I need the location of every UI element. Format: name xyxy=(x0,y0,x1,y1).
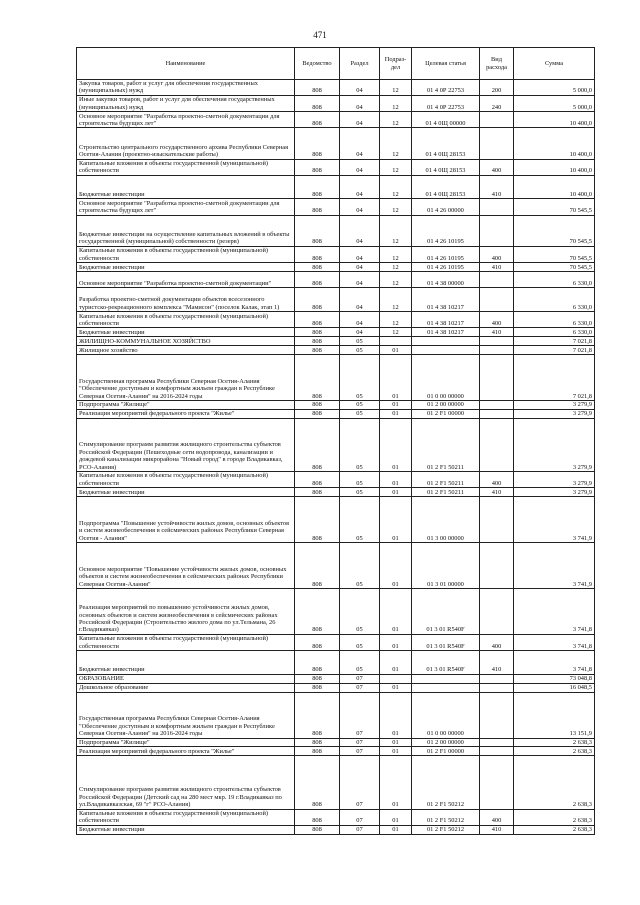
row-expense-type xyxy=(480,588,514,634)
row-expense-type xyxy=(480,112,514,128)
row-sum: 5 000,0 xyxy=(514,80,595,96)
row-subsection: 01 xyxy=(380,756,412,809)
row-section: 07 xyxy=(340,683,380,692)
row-expense-type xyxy=(480,497,514,543)
row-sum: 3 741,9 xyxy=(514,543,595,589)
row-section: 05 xyxy=(340,418,380,471)
row-subsection: 01 xyxy=(380,651,412,675)
row-dept: 808 xyxy=(295,588,340,634)
row-section: 05 xyxy=(340,346,380,355)
row-subsection: 12 xyxy=(380,312,412,328)
row-sum: 3 741,8 xyxy=(514,651,595,675)
row-sum: 6 330,0 xyxy=(514,272,595,288)
row-dept: 808 xyxy=(295,674,340,683)
row-dept: 808 xyxy=(295,159,340,175)
row-subsection: 12 xyxy=(380,215,412,246)
row-section: 04 xyxy=(340,312,380,328)
table-row xyxy=(77,312,595,328)
row-name: Бюджетные инвестиции xyxy=(77,175,295,199)
row-expense-type: 410 xyxy=(480,825,514,834)
row-sum: 7 021,8 xyxy=(514,337,595,346)
row-section: 05 xyxy=(340,488,380,497)
page-number: 471 xyxy=(313,30,327,40)
row-sum: 10 400,0 xyxy=(514,175,595,199)
row-expense-type xyxy=(480,747,514,756)
row-section: 04 xyxy=(340,246,380,262)
row-article: 01 2 00 00000 xyxy=(412,400,480,409)
table-row xyxy=(77,825,595,834)
row-article: 01 4 0Р 22753 xyxy=(412,80,480,96)
row-sum: 3 279,9 xyxy=(514,409,595,418)
row-article: 01 4 26 10195 xyxy=(412,246,480,262)
row-sum: 13 151,9 xyxy=(514,692,595,738)
row-expense-type: 400 xyxy=(480,809,514,825)
table-row xyxy=(77,337,595,346)
row-dept: 808 xyxy=(295,471,340,487)
row-article: 01 2 F1 50212 xyxy=(412,756,480,809)
table-row xyxy=(77,588,595,634)
row-name: Дошкольное образование xyxy=(77,683,295,692)
row-expense-type xyxy=(480,756,514,809)
row-name: ОБРАЗОВАНИЕ xyxy=(77,674,295,683)
row-dept: 808 xyxy=(295,263,340,272)
row-name: Основное мероприятие "Разработка проектно-сметной документации" xyxy=(77,272,295,288)
row-sum: 3 741,8 xyxy=(514,634,595,650)
row-section: 07 xyxy=(340,747,380,756)
row-dept: 808 xyxy=(295,825,340,834)
row-expense-type: 400 xyxy=(480,159,514,175)
table-row xyxy=(77,263,595,272)
table-row xyxy=(77,128,595,159)
row-sum: 70 545,5 xyxy=(514,246,595,262)
row-name: Разработка проектно-сметной документации объектов всесезонного туристско-рекреационного комплекса "Мамисон" (поселок Калак, этап 1) xyxy=(77,288,295,312)
row-sum: 10 400,0 xyxy=(514,128,595,159)
table-row xyxy=(77,651,595,675)
row-subsection: 01 xyxy=(380,634,412,650)
row-dept: 808 xyxy=(295,175,340,199)
row-dept: 808 xyxy=(295,112,340,128)
row-article: 01 3 01 R540F xyxy=(412,588,480,634)
row-sum: 2 638,3 xyxy=(514,825,595,834)
row-section: 05 xyxy=(340,409,380,418)
table-row xyxy=(77,471,595,487)
row-name: Бюджетные инвестиции xyxy=(77,825,295,834)
row-name: Иные закупки товаров, работ и услуг для обеспечения государственных (муниципальных) нужд xyxy=(77,95,295,111)
row-article: 01 3 01 R540F xyxy=(412,651,480,675)
row-sum: 5 000,0 xyxy=(514,95,595,111)
table-row xyxy=(77,288,595,312)
row-subsection: 01 xyxy=(380,400,412,409)
row-dept: 808 xyxy=(295,543,340,589)
row-sum: 3 279,9 xyxy=(514,400,595,409)
row-article xyxy=(412,346,480,355)
row-expense-type xyxy=(480,272,514,288)
row-sum: 3 741,9 xyxy=(514,497,595,543)
row-sum: 10 400,0 xyxy=(514,112,595,128)
row-section: 07 xyxy=(340,738,380,747)
header-name: Наименование xyxy=(77,48,295,80)
row-section: 05 xyxy=(340,355,380,401)
row-section: 04 xyxy=(340,80,380,96)
row-dept: 808 xyxy=(295,738,340,747)
row-dept: 808 xyxy=(295,497,340,543)
row-sum: 6 330,0 xyxy=(514,288,595,312)
row-dept: 808 xyxy=(295,128,340,159)
row-sum: 70 545,5 xyxy=(514,263,595,272)
row-subsection: 01 xyxy=(380,488,412,497)
row-name: Государственная программа Республики Северная Осетия-Алания "Обеспечение доступным и комфортным жильем граждан в Республике Северная Осетия-Алания" на 2016-2024 годы xyxy=(77,692,295,738)
table-row xyxy=(77,543,595,589)
row-sum: 10 400,0 xyxy=(514,159,595,175)
table-row xyxy=(77,756,595,809)
row-sum: 7 021,8 xyxy=(514,346,595,355)
row-sum: 6 330,0 xyxy=(514,328,595,337)
table-row xyxy=(77,272,595,288)
table-row xyxy=(77,112,595,128)
row-subsection: 01 xyxy=(380,747,412,756)
row-article: 01 2 F1 50211 xyxy=(412,418,480,471)
row-name: Капитальные вложения в объекты государственной (муниципальной) собственности xyxy=(77,471,295,487)
row-name: Основное мероприятие "Разработка проектно-сметной документации для строительства будущих лет" xyxy=(77,199,295,215)
row-article: 01 3 01 R540F xyxy=(412,634,480,650)
row-expense-type xyxy=(480,418,514,471)
row-section: 07 xyxy=(340,692,380,738)
row-dept: 808 xyxy=(295,246,340,262)
table-row xyxy=(77,159,595,175)
row-expense-type xyxy=(480,199,514,215)
row-subsection: 01 xyxy=(380,409,412,418)
row-name: Бюджетные инвестиции на осуществление капитальных вложений в объекты государственной (муниципальной) собственности (резерв) xyxy=(77,215,295,246)
row-name: Капитальные вложения в объекты государственной (муниципальной) собственности xyxy=(77,246,295,262)
row-expense-type: 410 xyxy=(480,175,514,199)
table-header-row xyxy=(77,48,595,80)
row-name: Бюджетные инвестиции xyxy=(77,263,295,272)
row-sum: 7 021,8 xyxy=(514,355,595,401)
row-expense-type: 400 xyxy=(480,471,514,487)
row-expense-type xyxy=(480,337,514,346)
row-subsection xyxy=(380,674,412,683)
row-sum: 3 279,9 xyxy=(514,488,595,497)
row-expense-type xyxy=(480,683,514,692)
row-dept: 808 xyxy=(295,809,340,825)
row-section: 04 xyxy=(340,128,380,159)
row-name: Государственная программа Республики Северная Осетия-Алания "Обеспечение доступным и комфортным жильем граждан в Республике Северная Осетия-Алания" на 2016-2024 годы xyxy=(77,355,295,401)
row-subsection: 01 xyxy=(380,497,412,543)
row-subsection: 12 xyxy=(380,159,412,175)
row-section: 04 xyxy=(340,263,380,272)
row-expense-type: 410 xyxy=(480,651,514,675)
row-article: 01 4 0Щ 00000 xyxy=(412,112,480,128)
row-name: Капитальные вложения в объекты государственной (муниципальной) собственности xyxy=(77,312,295,328)
row-article: 01 2 F1 50212 xyxy=(412,825,480,834)
row-article xyxy=(412,674,480,683)
row-expense-type: 410 xyxy=(480,488,514,497)
row-subsection: 01 xyxy=(380,683,412,692)
row-subsection: 12 xyxy=(380,175,412,199)
table-row xyxy=(77,199,595,215)
row-expense-type xyxy=(480,288,514,312)
row-section: 04 xyxy=(340,112,380,128)
row-subsection: 12 xyxy=(380,112,412,128)
row-section: 07 xyxy=(340,674,380,683)
row-name: Бюджетные инвестиции xyxy=(77,328,295,337)
row-name: Основное мероприятие "Повышение устойчивости жилых домов, основных объектов и систем жизнеобеспечения в сейсмических районах Республики Северная Осетия-Алания" xyxy=(77,543,295,589)
row-sum: 16 048,5 xyxy=(514,683,595,692)
row-dept: 808 xyxy=(295,355,340,401)
row-article: 01 4 0Щ 28153 xyxy=(412,128,480,159)
row-name: Подпрограмма "Жилище" xyxy=(77,738,295,747)
row-article: 01 4 0Р 22753 xyxy=(412,95,480,111)
row-article: 01 0 00 00000 xyxy=(412,692,480,738)
row-expense-type xyxy=(480,128,514,159)
row-expense-type xyxy=(480,692,514,738)
budget-table xyxy=(76,47,595,835)
row-subsection: 01 xyxy=(380,355,412,401)
row-expense-type: 410 xyxy=(480,263,514,272)
row-section: 04 xyxy=(340,199,380,215)
table-row xyxy=(77,674,595,683)
row-article xyxy=(412,683,480,692)
table-row xyxy=(77,747,595,756)
row-dept: 808 xyxy=(295,683,340,692)
row-name: Строительство центрального государственного архива Республики Северная Осетия-Алания (проектно-изыскательские работы) xyxy=(77,128,295,159)
row-expense-type: 200 xyxy=(480,80,514,96)
table-row xyxy=(77,400,595,409)
row-name: Капитальные вложения в объекты государственной (муниципальной) собственности xyxy=(77,634,295,650)
row-name: Подпрограмма "Жилище" xyxy=(77,400,295,409)
row-subsection: 12 xyxy=(380,272,412,288)
row-article: 01 4 26 00000 xyxy=(412,199,480,215)
row-dept: 808 xyxy=(295,634,340,650)
row-expense-type xyxy=(480,543,514,589)
row-sum: 70 545,5 xyxy=(514,215,595,246)
row-section: 07 xyxy=(340,825,380,834)
header-sum: Сумма xyxy=(514,48,595,80)
row-dept: 808 xyxy=(295,747,340,756)
row-dept: 808 xyxy=(295,328,340,337)
row-name: Жилищное хозяйство xyxy=(77,346,295,355)
row-article: 01 0 00 00000 xyxy=(412,355,480,401)
row-article: 01 2 F1 00000 xyxy=(412,747,480,756)
row-article: 01 2 F1 50212 xyxy=(412,809,480,825)
row-expense-type: 400 xyxy=(480,312,514,328)
row-subsection xyxy=(380,337,412,346)
row-subsection: 01 xyxy=(380,346,412,355)
row-dept: 808 xyxy=(295,756,340,809)
row-dept: 808 xyxy=(295,409,340,418)
row-article: 01 2 F1 50211 xyxy=(412,471,480,487)
row-name: Капитальные вложения в объекты государственной (муниципальной) собственности xyxy=(77,159,295,175)
header-article: Целевая статья xyxy=(412,48,480,80)
table-row xyxy=(77,346,595,355)
row-section: 05 xyxy=(340,651,380,675)
row-article: 01 4 0Щ 28153 xyxy=(412,175,480,199)
header-section: Раздел xyxy=(340,48,380,80)
row-expense-type: 240 xyxy=(480,95,514,111)
row-subsection: 01 xyxy=(380,738,412,747)
row-section: 07 xyxy=(340,756,380,809)
table-row xyxy=(77,692,595,738)
row-subsection: 12 xyxy=(380,328,412,337)
row-section: 04 xyxy=(340,215,380,246)
row-name: Бюджетные инвестиции xyxy=(77,651,295,675)
row-article xyxy=(412,337,480,346)
row-expense-type: 400 xyxy=(480,634,514,650)
row-subsection: 12 xyxy=(380,128,412,159)
row-section: 05 xyxy=(340,337,380,346)
row-sum: 3 279,9 xyxy=(514,418,595,471)
row-sum: 2 638,3 xyxy=(514,747,595,756)
row-expense-type xyxy=(480,409,514,418)
row-subsection: 01 xyxy=(380,543,412,589)
row-subsection: 12 xyxy=(380,95,412,111)
table-row xyxy=(77,683,595,692)
row-dept: 808 xyxy=(295,488,340,497)
row-article: 01 4 38 10217 xyxy=(412,312,480,328)
table-row xyxy=(77,246,595,262)
row-subsection: 12 xyxy=(380,288,412,312)
row-name: Реализация мероприятий федерального проекта "Жилье" xyxy=(77,747,295,756)
table-row xyxy=(77,809,595,825)
row-expense-type xyxy=(480,738,514,747)
row-subsection: 12 xyxy=(380,80,412,96)
row-dept: 808 xyxy=(295,215,340,246)
table-row xyxy=(77,497,595,543)
row-dept: 808 xyxy=(295,80,340,96)
row-article: 01 4 0Щ 28153 xyxy=(412,159,480,175)
row-name: Реализация мероприятий федерального проекта "Жилье" xyxy=(77,409,295,418)
row-article: 01 4 38 10217 xyxy=(412,288,480,312)
row-section: 04 xyxy=(340,159,380,175)
row-subsection: 01 xyxy=(380,588,412,634)
row-article: 01 4 38 10217 xyxy=(412,328,480,337)
row-name: Реализация мероприятий по повышению устойчивости жилых домов, основных объектов и систем жизнеобеспечения в сейсмических районах Российской Федерации (Строительство жилого дома по ул.Тельмана, 26 г.Владикавказ) xyxy=(77,588,295,634)
row-name: Капитальные вложения в объекты государственной (муниципальной) собственности xyxy=(77,809,295,825)
row-dept: 808 xyxy=(295,651,340,675)
header-dept: Ведомство xyxy=(295,48,340,80)
row-section: 04 xyxy=(340,175,380,199)
row-section: 05 xyxy=(340,497,380,543)
row-sum: 70 545,5 xyxy=(514,199,595,215)
row-expense-type: 400 xyxy=(480,246,514,262)
row-name: Стимулирование программ развития жилищного строительства субъектов Российской Федерации (Пешеходные сети водопровода, канализации и дождевой канализации микрорайона "Новый город" в городе Владикавказ, РСО-Алания) xyxy=(77,418,295,471)
row-article: 01 2 F1 00000 xyxy=(412,409,480,418)
row-dept: 808 xyxy=(295,199,340,215)
row-dept: 808 xyxy=(295,337,340,346)
row-expense-type xyxy=(480,355,514,401)
header-expense-type: Вид расхода xyxy=(480,48,514,80)
table-row xyxy=(77,175,595,199)
row-subsection: 01 xyxy=(380,825,412,834)
row-sum: 2 638,3 xyxy=(514,809,595,825)
table-row xyxy=(77,95,595,111)
row-article: 01 4 26 10195 xyxy=(412,215,480,246)
row-subsection: 12 xyxy=(380,199,412,215)
row-article: 01 2 00 00000 xyxy=(412,738,480,747)
row-dept: 808 xyxy=(295,346,340,355)
row-section: 05 xyxy=(340,543,380,589)
row-dept: 808 xyxy=(295,272,340,288)
row-sum: 3 741,8 xyxy=(514,588,595,634)
row-expense-type xyxy=(480,400,514,409)
table-body xyxy=(77,80,595,835)
row-section: 04 xyxy=(340,288,380,312)
row-name: Закупка товаров, работ и услуг для обеспечения государственных (муниципальных) нужд xyxy=(77,80,295,96)
table-row xyxy=(77,80,595,96)
row-section: 04 xyxy=(340,95,380,111)
row-section: 07 xyxy=(340,809,380,825)
row-sum: 6 330,0 xyxy=(514,312,595,328)
row-subsection: 01 xyxy=(380,809,412,825)
row-section: 05 xyxy=(340,588,380,634)
row-sum: 2 638,3 xyxy=(514,738,595,747)
row-sum: 2 638,3 xyxy=(514,756,595,809)
row-article: 01 4 38 00000 xyxy=(412,272,480,288)
row-name: Бюджетные инвестиции xyxy=(77,488,295,497)
row-dept: 808 xyxy=(295,312,340,328)
table-row xyxy=(77,215,595,246)
row-dept: 808 xyxy=(295,692,340,738)
row-subsection: 12 xyxy=(380,246,412,262)
row-section: 05 xyxy=(340,634,380,650)
row-sum: 3 279,9 xyxy=(514,471,595,487)
row-subsection: 01 xyxy=(380,692,412,738)
row-article: 01 3 01 00000 xyxy=(412,543,480,589)
row-article: 01 2 F1 50211 xyxy=(412,488,480,497)
row-dept: 808 xyxy=(295,95,340,111)
table-row xyxy=(77,409,595,418)
table-row xyxy=(77,634,595,650)
row-section: 04 xyxy=(340,328,380,337)
table-row xyxy=(77,328,595,337)
row-expense-type: 410 xyxy=(480,328,514,337)
table-row xyxy=(77,488,595,497)
row-dept: 808 xyxy=(295,288,340,312)
row-subsection: 12 xyxy=(380,263,412,272)
row-name: Основное мероприятие "Разработка проектно-сметной документации для строительства будущих лет" xyxy=(77,112,295,128)
row-dept: 808 xyxy=(295,400,340,409)
row-subsection: 01 xyxy=(380,418,412,471)
row-expense-type xyxy=(480,215,514,246)
row-expense-type xyxy=(480,674,514,683)
row-article: 01 4 26 10195 xyxy=(412,263,480,272)
table-row xyxy=(77,738,595,747)
row-section: 05 xyxy=(340,471,380,487)
row-name: ЖИЛИЩНО-КОММУНАЛЬНОЕ ХОЗЯЙСТВО xyxy=(77,337,295,346)
row-dept: 808 xyxy=(295,418,340,471)
row-section: 04 xyxy=(340,272,380,288)
row-subsection: 01 xyxy=(380,471,412,487)
header-subsection: Подраз- дел xyxy=(380,48,412,80)
row-expense-type xyxy=(480,346,514,355)
row-name: Подпрограмма "Повышение устойчивости жилых домов, основных объектов и систем жизнеобеспечения в сейсмических районах Республики Северная Осетия - Алания" xyxy=(77,497,295,543)
row-name: Стимулирование программ развития жилищного строительства субъектов Российской Федерации (Детский сад на 280 мест мкр. 19 г.Владикавказ по ул.Владикавказская, 69 "г" РСО-Алания) xyxy=(77,756,295,809)
table-row xyxy=(77,418,595,471)
row-sum: 73 048,8 xyxy=(514,674,595,683)
row-article: 01 3 00 00000 xyxy=(412,497,480,543)
table-row xyxy=(77,355,595,401)
row-section: 05 xyxy=(340,400,380,409)
